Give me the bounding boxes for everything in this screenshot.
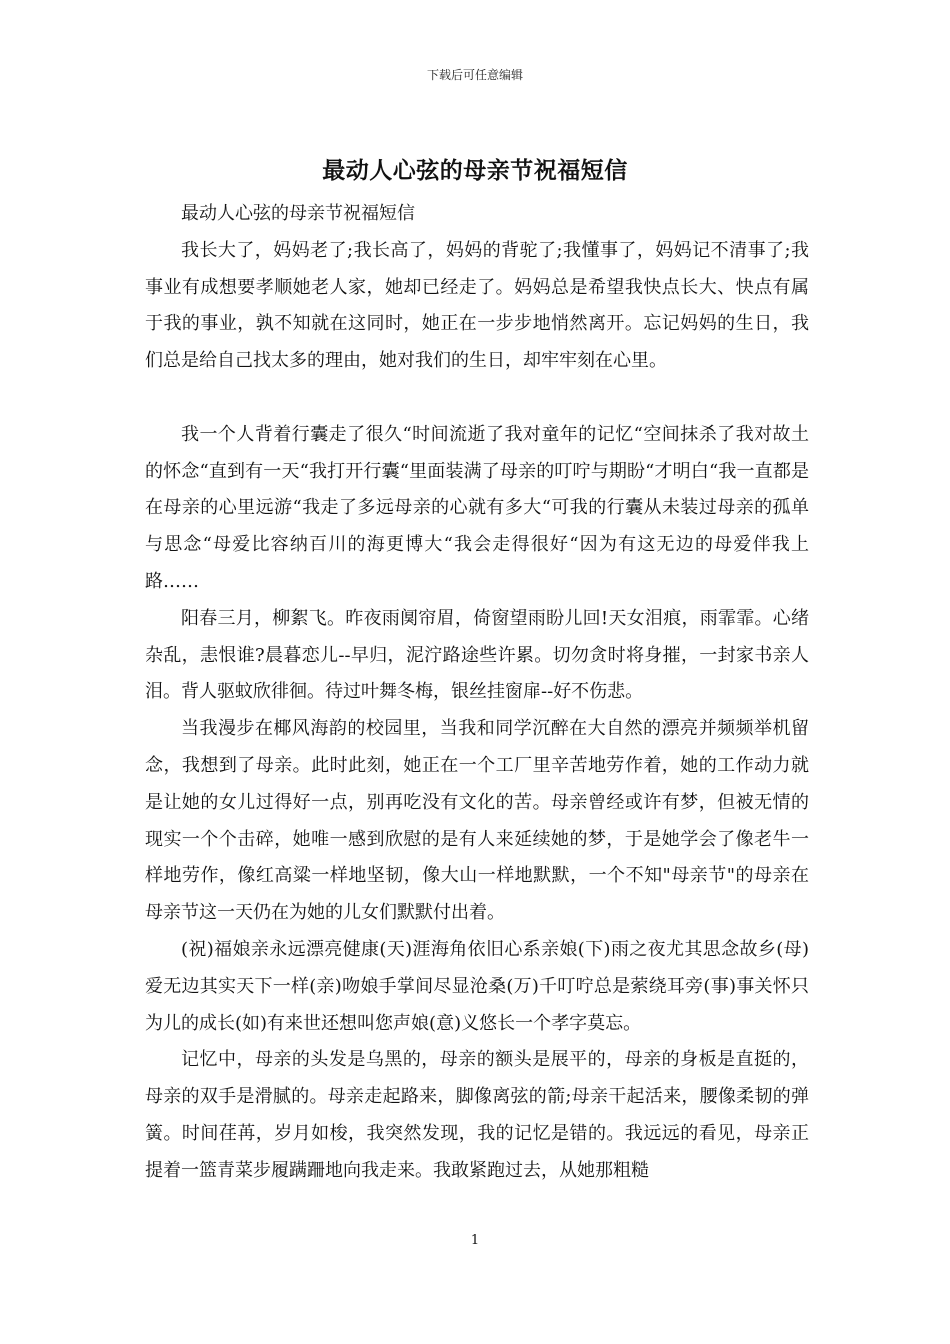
- document-title: 最动人心弦的母亲节祝福短信: [322, 157, 628, 184]
- paragraph: 我长大了，妈妈老了;我长高了，妈妈的背驼了;我懂事了，妈妈记不清事了;我事业有成想要孝顺她老人家，她却已经走了。妈妈总是希望我快点长大、快点有属于我的事业，孰不知就在这同时，她正在一步步地悄然离开。忘记妈妈的生日，我们总是给自己找太多的理由，她对我们的生日，却牢牢刻在心里。: [145, 239, 809, 372]
- header-note: 下载后可任意编辑: [426, 68, 523, 82]
- paragraph: 当我漫步在椰风海韵的校园里，当我和同学沉醉在大自然的漂亮并频频举机留念，我想到了母亲。此时此刻，她正在一个工厂里辛苦地劳作着，她的工作动力就是让她的女儿过得好一点，别再吃没有文化的苦。母亲曾经或许有梦，但被无情的现实一个个击碎，她唯一感到欣慰的是有人来延续她的梦，于是她学会了像老牛一样地劳作，像红高粱一样地坚韧，像大山一样地默默，一个不知"母亲节"的母亲在母亲节这一天仍在为她的儿女们默默付出着。: [145, 718, 809, 924]
- page-number: 1: [470, 1233, 480, 1248]
- paragraph: (祝)福娘亲永远漂亮健康(天)涯海角依旧心系亲娘(下)雨之夜尤其思念故乡(母)爱无边其实天下一样(亲)吻娘手掌间尽显沧桑(万)千叮咛总是萦绕耳旁(事)事关怀只为儿的成长(如)有来世还想叫您声娘(意)义悠长一个孝字莫忘。: [145, 938, 809, 1034]
- paragraph: 阳春三月，柳絮飞。昨夜雨阒帘眉，倚窗望雨盼儿回!天女泪痕，雨霏霏。心绪杂乱，恚恨谁?晨暮恋儿--早归，泥泞路途些许累。切勿贪时将身摧，一封家书亲人泪。背人驱蚊欣徘徊。待过叶舞冬梅，银丝挂窗扉--好不伤悲。: [145, 607, 809, 703]
- paragraph: 我一个人背着行囊走了很久“时间流逝了我对童年的记忆“空间抹杀了我对故土的怀念“直到有一天“我打开行囊“里面装满了母亲的叮咛与期盼“才明白“我一直都是在母亲的心里远游“我走了多远母亲的心就有多大“可我的行囊从未装过母亲的孤单与思念“母爱比容纳百川的海更博大“我会走得很好“因为有这无边的母爱伴我上路……: [145, 423, 809, 592]
- paragraph: 记忆中，母亲的头发是乌黑的，母亲的额头是展平的，母亲的身板是直挺的，母亲的双手是滑腻的。母亲走起路来，脚像离弦的箭;母亲干起活来，腰像柔韧的弹簧。时间荏苒，岁月如梭，我突然发现，我的记忆是错的。我远远的看见，母亲正提着一篮青菜步履蹒跚地向我走来。我敢紧跑过去，从她那粗糙: [145, 1049, 809, 1181]
- document-body: [145, 196, 809, 1190]
- paragraph-subtitle: 最动人心弦的母亲节祝福短信: [181, 203, 415, 224]
